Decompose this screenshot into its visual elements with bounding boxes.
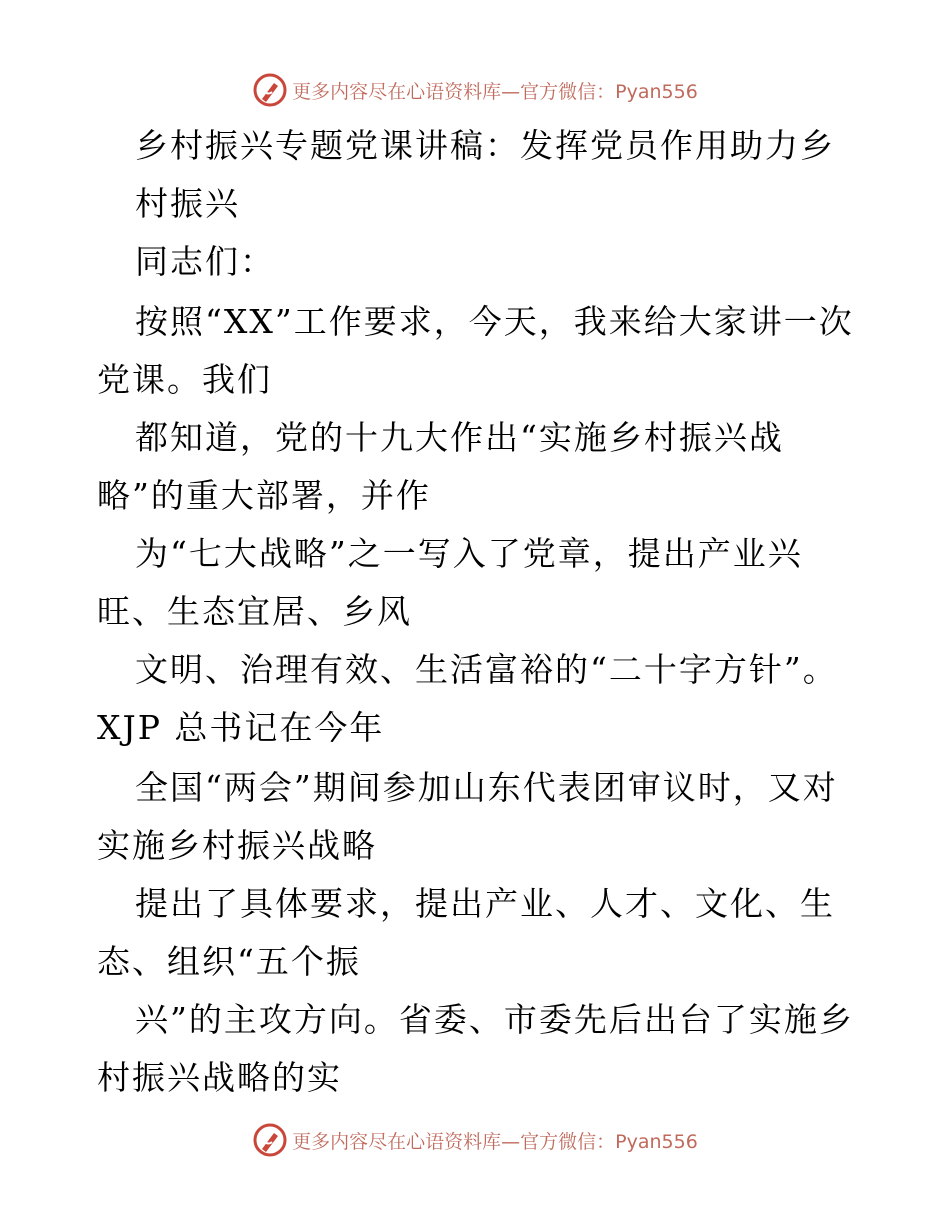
header-watermark: [0, 70, 950, 110]
watermark-text: 更多内容尽在心语资料库—官方微信：Pyan556: [292, 1130, 698, 1153]
paragraph-line: 略”的重大部署，并作: [97, 476, 431, 515]
paragraph-line: 村振兴战略的实: [97, 1058, 342, 1097]
paragraph-line: 兴”的主攻方向。省委、市委先后出台了实施乡: [135, 1000, 854, 1039]
watermark-text: 更多内容尽在心语资料库—官方微信：Pyan556: [292, 80, 698, 103]
pen-logo-icon: [252, 1122, 288, 1158]
paragraph-line: 文明、治理有效、生活富裕的“二十字方针”。: [135, 650, 838, 689]
paragraph-line: 旺、生态宜居、乡风: [97, 592, 412, 631]
paragraph-line: 提出了具体要求，提出产业、人才、文化、生: [135, 884, 835, 923]
pen-logo-icon: [252, 72, 288, 108]
paragraph-line: 党课。我们: [97, 360, 272, 399]
title-line-2: 村振兴: [135, 184, 240, 223]
footer-watermark: [0, 1120, 950, 1160]
paragraph-line: 都知道，党的十九大作出“实施乡村振兴战: [135, 418, 784, 457]
paragraph-line: 为“七大战略”之一写入了党章，提出产业兴: [135, 534, 803, 573]
paragraph-line: 按照“XX”工作要求，今天，我来给大家讲一次: [135, 302, 854, 341]
paragraph-line: 实施乡村振兴战略: [97, 826, 377, 865]
paragraph-line: 全国“两会”期间参加山东代表团审议时，又对: [135, 768, 838, 807]
title-line-1: 乡村振兴专题党课讲稿：发挥党员作用助力乡: [135, 126, 835, 165]
paragraph-line: XJP 总书记在今年: [97, 708, 385, 747]
salutation: 同志们：: [135, 242, 275, 281]
paragraph-line: 态、组织“五个振: [97, 942, 361, 981]
